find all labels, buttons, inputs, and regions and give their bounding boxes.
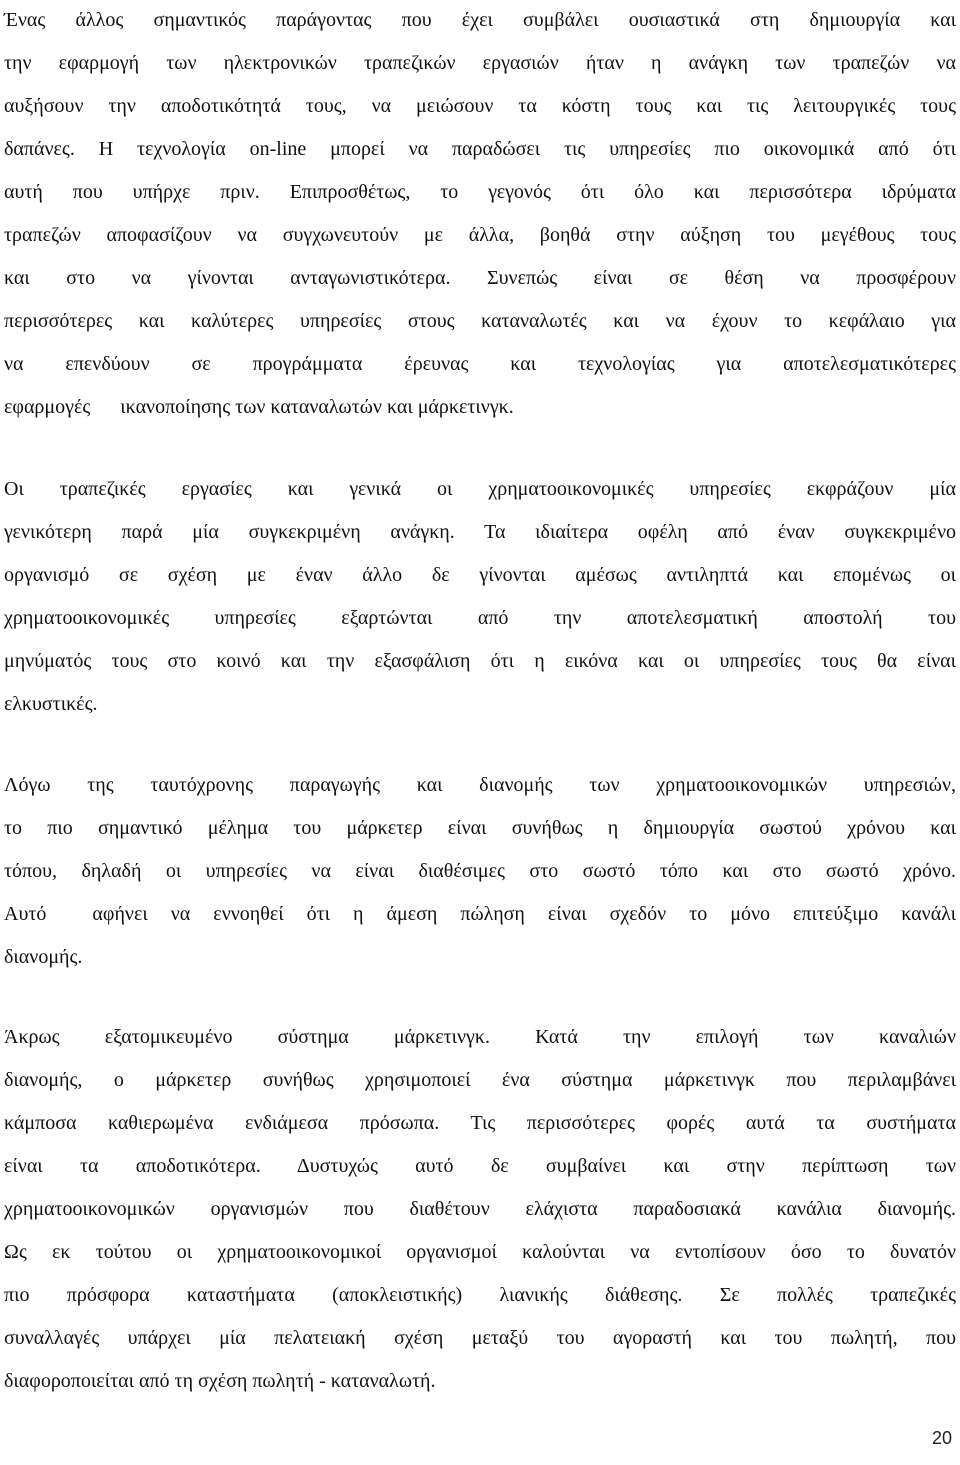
text-line: την εφαρμογή των ηλεκτρονικών τραπεζικών εργασιών ήταν η ανάγκη των τραπεζών να	[4, 52, 956, 74]
text-line: να επενδύουν σε προγράμματα έρευνας και τεχνολογίας για αποτελεσματικότερες	[4, 353, 956, 375]
text-line: και στο να γίνονται ανταγωνιστικότερα. Συνεπώς είναι σε θέση να προσφέρουν	[4, 267, 956, 289]
text-line: μηνύματός τους στο κοινό και την εξασφάλιση ότι η εικόνα και οι υπηρεσίες τους θα είναι	[4, 650, 956, 672]
text-line: διαφοροποιείται από τη σχέση πωλητή - καταναλωτή.	[4, 1370, 436, 1392]
text-line: συναλλαγές υπάρχει μία πελατειακή σχέση μεταξύ του αγοραστή και του πωλητή, που	[4, 1327, 956, 1349]
text-line: χρηματοοικονομικές υπηρεσίες εξαρτώνται από την αποτελεσματική αποστολή του	[4, 607, 956, 629]
text-line: γενικότερη παρά μία συγκεκριμένη ανάγκη. Τα ιδιαίτερα οφέλη από έναν συγκεκριμένο	[4, 521, 956, 543]
text-line: κάμποσα καθιερωμένα ενδιάμεσα πρόσωπα. Τις περισσότερες φορές αυτά τα συστήματα	[4, 1112, 956, 1134]
text-line: Ως εκ τούτου οι χρηματοοικονομικοί οργανισμοί καλούνται να εντοπίσουν όσο το δυνατόν	[4, 1241, 956, 1263]
text-line: Άκρως εξατομικευμένο σύστημα μάρκετινγκ. Κατά την επιλογή των καναλιών	[4, 1026, 956, 1048]
text-line: Ένας άλλος σημαντικός παράγοντας που έχει συμβάλει ουσιαστικά στη δημιουργία και	[4, 9, 956, 31]
text-line: διανομής, ο μάρκετερ συνήθως χρησιμοποιεί ένα σύστημα μάρκετινγκ που περιλαμβάνει	[4, 1069, 956, 1091]
text-line: οργανισμό σε σχέση με έναν άλλο δε γίνονται αμέσως αντιληπτά και επομένως οι	[4, 564, 956, 586]
text-line: χρηματοοικονομικών οργανισμών που διαθέτουν ελάχιστα παραδοσιακά κανάλια διανομής.	[4, 1198, 956, 1220]
text-line: τόπου, δηλαδή οι υπηρεσίες να είναι διαθέσιμες στο σωστό τόπο και στο σωστό χρόνο.	[4, 860, 956, 882]
text-line: περισσότερες και καλύτερες υπηρεσίες στους καταναλωτές και να έχουν το κεφάλαιο για	[4, 310, 956, 332]
text-line: διανομής.	[4, 946, 83, 968]
text-line: το πιο σημαντικό μέλημα του μάρκετερ είναι συνήθως η δημιουργία σωστού χρόνου και	[4, 817, 956, 839]
text-line: τραπεζών αποφασίζουν να συγχωνευτούν με άλλα, βοηθά στην αύξηση του μεγέθους τους	[4, 224, 956, 246]
text-line: δαπάνες. Η τεχνολογία on-line μπορεί να παραδώσει τις υπηρεσίες πιο οικονομικά από ότι	[4, 138, 956, 160]
text-line: Αυτό αφήνει να εννοηθεί ότι η άμεση πώληση είναι σχεδόν το μόνο επιτεύξιμο κανάλι	[4, 903, 956, 925]
text-line: ελκυστικές.	[4, 693, 98, 715]
text-line: είναι τα αποδοτικότερα. Δυστυχώς αυτό δε συμβαίνει και στην περίπτωση των	[4, 1155, 956, 1177]
text-line: Λόγω της ταυτόχρονης παραγωγής και διανομής των χρηματοοικονομικών υπηρεσιών,	[4, 774, 956, 796]
text-line: εφαρμογές ικανοποίησης των καταναλωτών και μάρκετινγκ.	[4, 396, 514, 418]
text-line: αυξήσουν την αποδοτικότητά τους, να μειώσουν τα κόστη τους και τις λειτουργικές τους	[4, 95, 956, 117]
page-number: 20	[931, 1428, 952, 1448]
text-line: πιο πρόσφορα καταστήματα (αποκλειστικής) λιανικής διάθεσης. Σε πολλές τραπεζικές	[4, 1284, 956, 1306]
text-line: Οι τραπεζικές εργασίες και γενικά οι χρηματοοικονομικές υπηρεσίες εκφράζουν μία	[4, 478, 956, 500]
text-line: αυτή που υπήρχε πριν. Επιπροσθέτως, το γεγονός ότι όλο και περισσότερα ιδρύματα	[4, 181, 956, 203]
